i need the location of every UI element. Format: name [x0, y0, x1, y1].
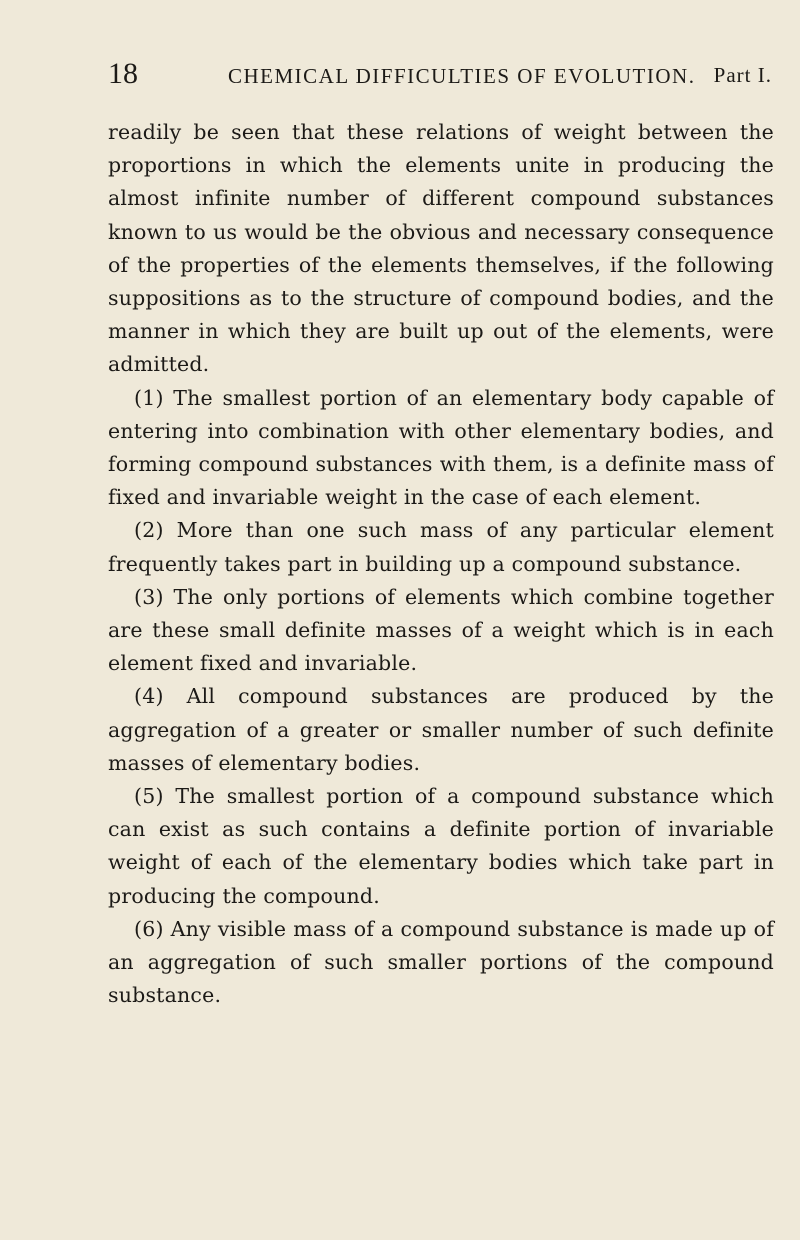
supposition-5: (5) The smallest portion of a compound substance which can exist as such contains a definite portion of invariable weight of each of the elementary bodies which take part in producing the compound. — [108, 784, 774, 908]
running-title: CHEMICAL DIFFICULTIES OF EVOLUTION. — [228, 64, 696, 88]
body-text — [108, 116, 774, 1012]
supposition-3: (3) The only portions of elements which combine together are these small definite masses of a weight which is in each element fixed and invariable. — [108, 584, 774, 676]
page-header — [108, 58, 800, 92]
supposition-2: (2) More than one such mass of any particular element frequently takes part in building up a compound substance. — [108, 518, 774, 576]
supposition-6: (6) Any visible mass of a compound substance is made up of an aggregation of such smaller portions of the compound substance. — [108, 916, 774, 1008]
part-label: Part I. — [713, 63, 772, 87]
supposition-4: (4) All compound substances are produced by the aggregation of a greater or smaller number of such definite masses of elementary bodies. — [108, 684, 774, 775]
intro-paragraph: readily be seen that these relations of weight between the proportions in which the elements unite in producing the almost infinite number of different compound substances known to us would be the obvious and necessary consequence of the properties of the elements themselves, if the following suppositions as to the structure of compound bodies, and the manner in which they are built up out of the elements, were admitted. — [108, 120, 774, 377]
supposition-1: (1) The smallest portion of an elementary body capable of entering into combination with other elementary bodies, and forming compound substances with them, is a definite mass of fixed and invariable weight in the case of each element. — [108, 385, 774, 510]
page-number: 18 — [108, 57, 138, 90]
